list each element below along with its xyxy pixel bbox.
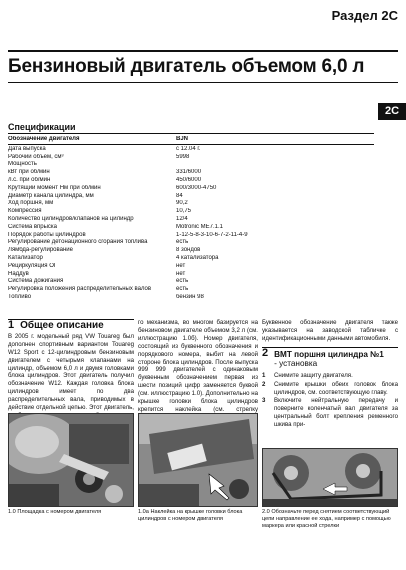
spec-label: Обозначение двигателя [8, 136, 80, 142]
spec-label: Количество цилиндров/клапанов на цилиндр [8, 215, 134, 222]
spec-row [8, 161, 374, 169]
step-text: Снимите крышки обеих головок блока цилиндров, см. соответствующую главу. [274, 380, 398, 396]
spec-row [8, 271, 374, 279]
spec-value: 8 зондов [176, 247, 201, 254]
spec-value: есть [176, 278, 189, 285]
caption-photo-1: 1.0 Площадка с номером двигателя [8, 509, 102, 515]
spec-value: 600/3000-4750 [176, 184, 217, 191]
column-1 [8, 319, 134, 428]
page-title: Бензиновый двигатель объемом 6,0 л [8, 56, 365, 77]
photo-engine-number-sticker [138, 413, 258, 507]
specs-table [8, 136, 374, 302]
spec-row [8, 193, 374, 201]
spec-label: Рециркуляция ОГ [8, 262, 58, 269]
spec-label: Лямбда-регулирование [8, 247, 73, 254]
spec-row [8, 169, 374, 177]
section-tab: 2C [378, 103, 406, 120]
caption-photo-3: 2.0 Обозначьте перед снятием соответствующий цепи направление ее хода, например с помощью маркера или красной стрелки [262, 509, 391, 529]
spec-label: л.с. при об/мин [8, 176, 51, 183]
spec-value: 4 катализатора [176, 254, 219, 261]
steps-list [262, 372, 398, 429]
step-item [262, 397, 398, 429]
title-rule [8, 50, 398, 52]
spec-value: нет [176, 270, 186, 277]
spec-label: Дата выпуска [8, 145, 46, 152]
spec-value: BJN [176, 136, 189, 142]
spec-value: 90,2 [176, 200, 188, 207]
specs-rule [8, 133, 374, 134]
spec-row [8, 286, 374, 294]
spec-row [8, 224, 374, 232]
section-1-text-part-2: го механизма, во многом базируется на бензиновом двигателе объемом 3,2 л (см. иллюстрацию 1.0б). Номер двигателя, состоящий из буквенного обозначения и порядкового номера, выбит на левой стороне блока цилиндров. После выпуска 999 999 двигателей с одинаковым буквенным обозначением первая из шести позиций цифр заменяется буквой (см. иллюстрацию 1.0). Дополнительно на крышке головки блока цилиндров крепится наклейка (см. стрелку [138, 319, 258, 413]
spec-value: 331/6000 [176, 169, 202, 176]
spec-row [8, 154, 374, 162]
title-divider [8, 82, 398, 83]
section-2-title-block [274, 350, 384, 369]
spec-value: есть [176, 286, 189, 293]
spec-label: Система дожигания [8, 278, 64, 285]
spec-value [176, 161, 374, 169]
spec-row [8, 185, 374, 193]
spec-value: Motronic ME7.1.1 [176, 223, 224, 230]
spec-label: Порядок работы цилиндров [8, 231, 86, 238]
spec-value: 1-12-5-8-3-10-6-7-2-11-4-9 [176, 231, 248, 238]
section-1-title: Общее описание [20, 320, 104, 331]
step-item [262, 372, 398, 380]
specs-heading: Спецификации [8, 122, 76, 132]
spec-label: Система впрыска [8, 223, 58, 230]
section-2-heading [262, 347, 398, 369]
spec-label: Ход поршня, мм [8, 200, 54, 207]
spec-row [8, 294, 374, 302]
spec-row [8, 278, 374, 286]
spec-label: Регулировка положения распределительных валов [8, 286, 152, 293]
column-3 [262, 319, 398, 430]
spec-value: 450/6000 [176, 176, 202, 183]
spec-label: Диаметр канала цилиндра, мм [8, 192, 94, 199]
spec-label: Крутящий момент Нм при об/мин [8, 184, 101, 191]
spec-label: Топливо [8, 293, 32, 300]
spec-row [8, 177, 374, 185]
spec-label: Рабочий объем, см³ [8, 153, 64, 160]
spec-value: 84 [176, 192, 183, 199]
spec-row [8, 263, 374, 271]
spec-row [8, 208, 374, 216]
spec-row [8, 247, 374, 255]
spec-label: Компрессия [8, 208, 42, 215]
spec-value: 12/4 [176, 215, 188, 222]
spec-label: Мощность [8, 161, 37, 168]
step-item [262, 381, 398, 397]
section-2-subtitle: - установка [274, 359, 318, 369]
section-1-number: 1 [8, 319, 15, 331]
spec-label: Катализатор [8, 254, 43, 261]
spec-row [8, 136, 374, 145]
section-1-heading [8, 319, 134, 330]
spec-value: 5998 [176, 153, 190, 160]
spec-row [8, 146, 374, 154]
step-number: 1 [262, 371, 266, 379]
section-1-text-part-3: Буквенное обозначение двигателя также указывается на заводской табличке с идентификационными данными автомобиля. [262, 319, 398, 342]
section-label: Раздел 2C [331, 8, 398, 23]
photo-engine-number-pad [8, 413, 134, 507]
spec-label: кВт при об/мин [8, 169, 50, 176]
step-number: 3 [262, 397, 266, 405]
spec-value: есть [176, 239, 189, 246]
spec-value: нет [176, 262, 186, 269]
spec-row [8, 255, 374, 263]
spec-row [8, 216, 374, 224]
spec-row [8, 232, 374, 240]
spec-value: с 12.04 г. [176, 145, 201, 152]
spec-label: Наддув [8, 270, 29, 277]
spec-row [8, 239, 374, 247]
section-2-number: 2 [262, 346, 269, 359]
section-1-text-part-1: В 2005 г. модельный ряд VW Touareg был дополнен спортивным вариантом Touareg W12 Sport с 12-цилиндровым бензиновым двигателем с четырьмя клапанами на цилиндр, объемом 6,0 л и двумя головками блока цилиндров. Этот двигатель получил обозначение W12. Каждая головка блока цилиндров имеет по два распределительных вала, приводимых в действие отдельной цепью. Этот двигатель, [8, 332, 134, 412]
spec-row [8, 200, 374, 208]
caption-photo-2: 1.0а Наклейка на крышке головки блока цилиндров с номером двигателя [138, 509, 243, 522]
spec-value: 10,75 [176, 208, 192, 215]
section-2-title: ВМТ поршня цилиндра №1 [274, 349, 384, 359]
spec-label: Регулирование детонационного сгорания топлива [8, 239, 148, 246]
step-number: 2 [262, 380, 266, 388]
spec-value: бензин 98 [176, 293, 204, 300]
photo-timing-chain [262, 448, 398, 507]
step-text: Включите нейтральную передачу и поверните коленчатый вал двигателя за центральный болт крепления ременного шкива при- [274, 397, 398, 429]
step-text: Снимите защиту двигателя. [274, 371, 353, 379]
